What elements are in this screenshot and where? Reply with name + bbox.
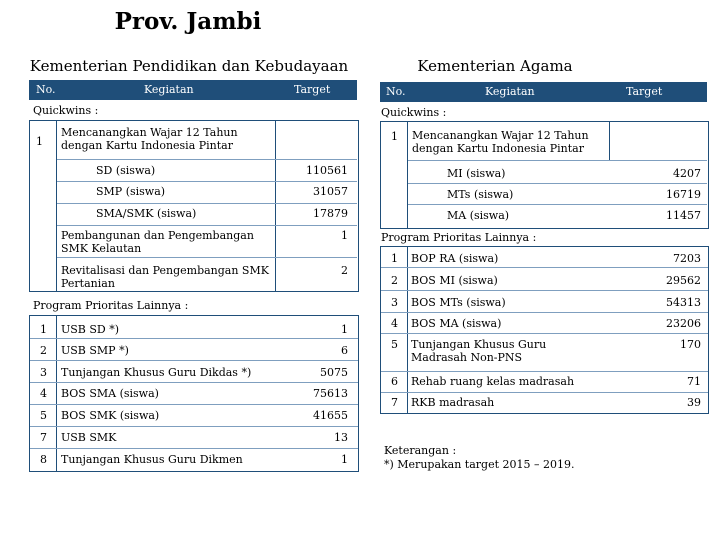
divider — [30, 382, 358, 383]
right-qw-sub-target: 16719 — [666, 188, 701, 201]
right-qw-sub-label: MI (siswa) — [447, 167, 506, 180]
left-qw-sub-target: 17879 — [313, 207, 348, 220]
right-program-text: BOS MTs (siswa) — [411, 296, 506, 309]
left-program-no: 3 — [40, 366, 47, 379]
left-program-label: Program Prioritas Lainnya : — [33, 299, 189, 312]
right-qw-sub-label: MA (siswa) — [447, 209, 510, 222]
divider — [408, 183, 707, 184]
left-program-text: Tunjangan Khusus Guru Dikmen — [61, 453, 243, 466]
left-program-target: 1 — [341, 453, 348, 466]
left-program-no: 1 — [40, 323, 47, 336]
right-program-text: BOP RA (siswa) — [411, 252, 499, 265]
right-program-no: 3 — [391, 296, 398, 309]
left-program-no: 7 — [40, 431, 47, 444]
left-table-header — [29, 80, 357, 100]
note-text: *) Merupakan target 2015 – 2019. — [384, 458, 575, 471]
left-program-target: 75613 — [313, 387, 348, 400]
right-program-text: RKB madrasah — [411, 396, 495, 409]
right-qw-sub-target: 4207 — [673, 167, 701, 180]
right-program-no-divider — [407, 247, 408, 413]
left-program-text: USB SMK — [61, 431, 117, 444]
left-qw-no: 1 — [36, 135, 43, 148]
right-program-text: BOS MI (siswa) — [411, 274, 498, 287]
left-qw-extra-target: 2 — [341, 264, 348, 277]
right-program-target: 170 — [680, 338, 701, 351]
right-header-no: No. — [386, 85, 406, 98]
left-program-text: USB SMP *) — [61, 344, 129, 357]
left-program-target: 1 — [341, 323, 348, 336]
right-quickwins-label: Quickwins : — [381, 106, 447, 119]
right-no-col-divider — [407, 122, 408, 228]
divider — [408, 204, 707, 205]
left-program-no: 5 — [40, 409, 47, 422]
divider — [381, 267, 708, 268]
left-header-kegiatan: Kegiatan — [144, 83, 194, 96]
left-qw-sub-label: SMP (siswa) — [96, 185, 166, 198]
divider — [57, 181, 357, 182]
left-header-no: No. — [36, 83, 56, 96]
right-header-target: Target — [626, 85, 663, 98]
divider — [57, 225, 357, 226]
divider — [381, 371, 708, 372]
left-header-target: Target — [294, 83, 331, 96]
divider — [381, 333, 708, 334]
left-qw-main-text: Mencanangkan Wajar 12 Tahun dengan Kartu Indonesia Pintar — [61, 126, 238, 152]
divider — [381, 392, 708, 393]
right-program-target: 23206 — [666, 317, 701, 330]
divider — [57, 203, 357, 204]
left-program-target: 5075 — [320, 366, 348, 379]
divider — [30, 338, 358, 339]
left-qw-sub-target: 31057 — [313, 185, 348, 198]
left-program-no: 2 — [40, 344, 47, 357]
right-target-col-divider — [609, 122, 610, 160]
divider — [381, 290, 708, 291]
left-quickwins-label: Quickwins : — [33, 104, 99, 117]
left-program-text: BOS SMK (siswa) — [61, 409, 160, 422]
right-program-text: BOS MA (siswa) — [411, 317, 502, 330]
left-ministry-title: Kementerian Pendidikan dan Kebudayaan — [29, 57, 349, 75]
right-program-target: 29562 — [666, 274, 701, 287]
right-quickwins-box — [380, 121, 709, 229]
left-qw-extra-target: 1 — [341, 229, 348, 242]
right-program-no: 7 — [391, 396, 398, 409]
left-program-no: 8 — [40, 453, 47, 466]
right-header-kegiatan: Kegiatan — [485, 85, 535, 98]
divider — [30, 448, 358, 449]
right-program-target: 54313 — [666, 296, 701, 309]
left-program-text: BOS SMA (siswa) — [61, 387, 159, 400]
divider — [30, 404, 358, 405]
right-qw-no: 1 — [391, 130, 398, 143]
right-qw-sub-target: 11457 — [666, 209, 701, 222]
left-no-col-divider — [56, 121, 57, 291]
left-program-target: 41655 — [313, 409, 348, 422]
divider — [57, 159, 357, 160]
right-ministry-title: Kementerian Agama — [417, 57, 573, 75]
right-program-no: 4 — [391, 317, 398, 330]
note-title: Keterangan : — [384, 444, 457, 457]
right-qw-main-text: Mencanangkan Wajar 12 Tahun dengan Kartu Indonesia Pintar — [412, 129, 589, 155]
right-program-no: 1 — [391, 252, 398, 265]
right-table-header — [380, 82, 707, 102]
left-qw-sub-target: 110561 — [306, 164, 348, 177]
right-program-box — [380, 246, 709, 414]
divider — [30, 360, 358, 361]
left-qw-sub-label: SMA/SMK (siswa) — [96, 207, 197, 220]
left-qw-sub-label: SD (siswa) — [96, 164, 156, 177]
left-qw-extra-text: Pembangunan dan Pengembangan SMK Kelautan — [61, 229, 254, 255]
page-title: Prov. Jambi — [114, 8, 262, 35]
right-qw-sub-label: MTs (siswa) — [447, 188, 514, 201]
right-program-label: Program Prioritas Lainnya : — [381, 231, 537, 244]
left-program-text: Tunjangan Khusus Guru Dikdas *) — [61, 366, 252, 379]
divider — [57, 257, 357, 258]
right-program-target: 7203 — [673, 252, 701, 265]
right-program-text: Tunjangan Khusus Guru Madrasah Non-PNS — [411, 338, 547, 364]
divider — [30, 426, 358, 427]
divider — [408, 160, 707, 161]
left-target-col-divider — [275, 121, 276, 291]
right-program-target: 71 — [687, 375, 701, 388]
right-program-no: 5 — [391, 338, 398, 351]
right-program-text: Rehab ruang kelas madrasah — [411, 375, 575, 388]
left-quickwins-box — [29, 120, 359, 292]
left-program-box — [29, 315, 359, 472]
right-program-no: 2 — [391, 274, 398, 287]
divider — [381, 312, 708, 313]
right-program-no: 6 — [391, 375, 398, 388]
left-qw-extra-text: Revitalisasi dan Pengembangan SMK Pertanian — [61, 264, 269, 290]
left-program-target: 13 — [334, 431, 348, 444]
left-program-target: 6 — [341, 344, 348, 357]
left-program-no: 4 — [40, 387, 47, 400]
left-program-text: USB SD *) — [61, 323, 120, 336]
right-program-target: 39 — [687, 396, 701, 409]
